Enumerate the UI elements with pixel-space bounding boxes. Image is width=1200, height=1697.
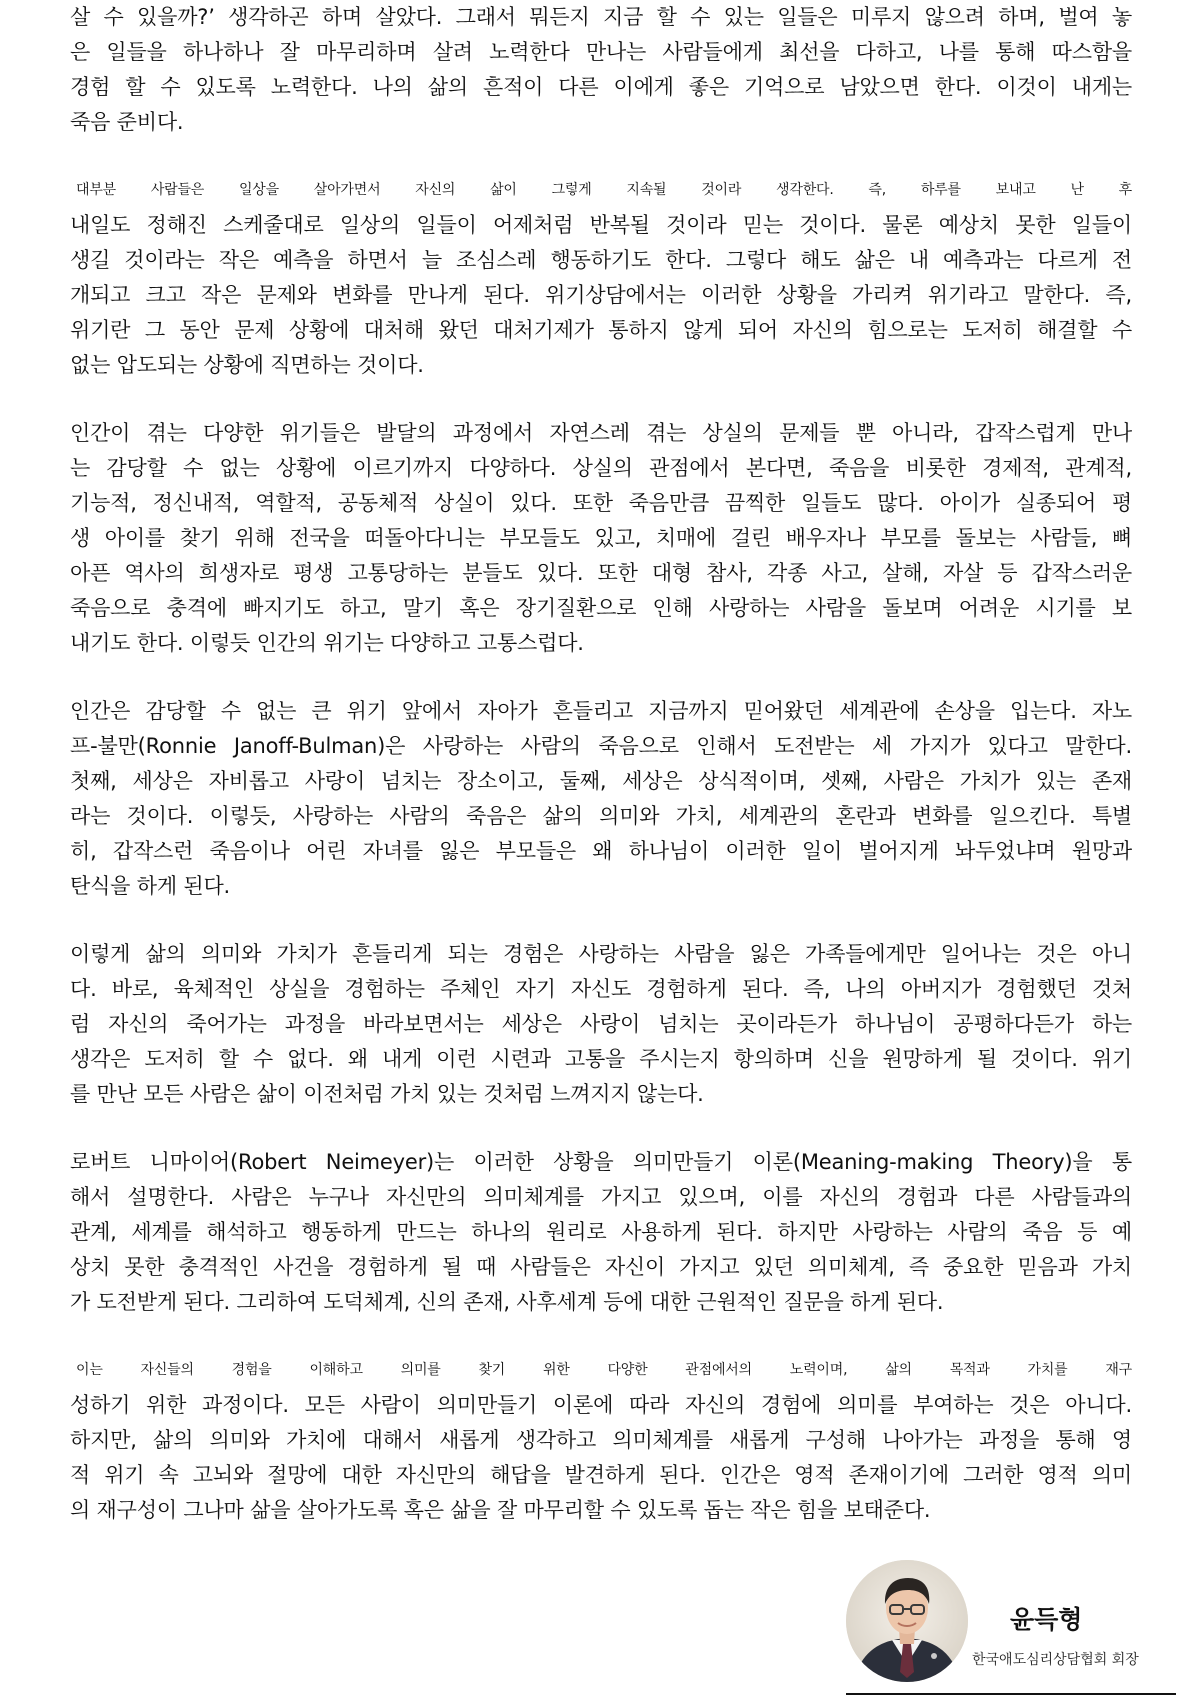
text-line: 생각은 도저히 할 수 없다. 왜 내게 이런 시련과 고통을 주시는지 항의하며 신을 원망하게 될 것이다. 위기 (70, 1047, 1132, 1071)
paragraph (70, 1145, 1132, 1320)
text-line: 럼 자신의 죽어가는 과정을 바라보면서는 세상은 사랑이 넘치는 곳이라든가 하나님이 공평하다든가 하는 (70, 1012, 1132, 1036)
text-line: 은 일들을 하나하나 잘 마무리하며 살려 노력한다 만나는 사람들에게 최선을 다하고, 나를 통해 따스함을 (70, 40, 1132, 64)
paragraph (70, 694, 1132, 904)
text-line: 히, 갑작스런 죽음이나 어린 자녀를 잃은 부모들은 왜 하나님이 이러한 일이 벌어지게 놔두었냐며 원망과 (70, 839, 1132, 863)
author-title: 한국애도심리상담협회 회장 (972, 1652, 1139, 1668)
text-line: 죽음 준비다. (70, 110, 184, 134)
text-line: 프-불만(Ronnie Janoff-Bulman)은 사랑하는 사람의 죽음으로 인해서 도전받는 세 가지가 있다고 말한다. (70, 734, 1132, 758)
text-line: 없는 압도되는 상황에 직면하는 것이다. (70, 353, 424, 377)
article-body (70, 0, 1132, 1561)
text-line: 로버트 니마이어(Robert Neimeyer)는 이러한 상황을 의미만들기 이론(Meaning-making Theory)을 통 (70, 1150, 1132, 1174)
text-line: 인간은 감당할 수 없는 큰 위기 앞에서 자아가 흔들리고 지금까지 믿어왔던 세계관에 손상을 입는다. 자노 (70, 699, 1132, 723)
text-line: 인간이 겪는 다양한 위기들은 발달의 과정에서 자연스레 겪는 상실의 문제들 뿐 아니라, 갑작스럽게 만나 (70, 421, 1132, 445)
text-line: 성하기 위한 과정이다. 모든 사람이 의미만들기 이론에 따라 자신의 경험에 의미를 부여하는 것은 아니다. (70, 1393, 1132, 1417)
text-line: 위기란 그 동안 문제 상황에 대처해 왔던 대처기제가 통하지 않게 되어 자신의 힘으로는 도저히 해결할 수 (70, 318, 1132, 342)
text-line: 이는 자신들의 경험을 이해하고 의미를 찾기 위한 다양한 관점에서의 노력이며, 삶의 목적과 가치를 재구 (76, 1362, 1132, 1378)
text-line: 가 도전받게 된다. 그리하여 도덕체계, 신의 존재, 사후세계 등에 대한 근원적인 질문을 하게 된다. (70, 1290, 944, 1314)
text-line: 내일도 정해진 스케줄대로 일상의 일들이 어제처럼 반복될 것이라 믿는 것이다. 물론 예상치 못한 일들이 (70, 213, 1132, 237)
paragraph (70, 0, 1132, 140)
divider-line (846, 1693, 1176, 1695)
paragraph (70, 1353, 1132, 1528)
author-name: 윤득형 (1010, 1605, 1083, 1634)
text-line: 탄식을 하게 된다. (70, 874, 231, 898)
text-line: 라는 것이다. 이렇듯, 사랑하는 사람의 죽음은 삶의 의미와 가치, 세계관의 혼란과 변화를 일으킨다. 특별 (70, 804, 1132, 828)
text-line: 관계, 세계를 해석하고 행동하게 만드는 하나의 원리로 사용하게 된다. 하지만 사랑하는 사람의 죽음 등 예 (70, 1220, 1132, 1244)
text-line: 해서 설명한다. 사람은 누구나 자신만의 의미체계를 가지고 있으며, 이를 자신의 경험과 다른 사람들과의 (70, 1185, 1132, 1209)
text-line: 경험 할 수 있도록 노력한다. 나의 삶의 흔적이 다른 이에게 좋은 기억으로 남았으면 한다. 이것이 내게는 (70, 75, 1132, 99)
text-line: 생 아이를 찾기 위해 전국을 떠돌아다니는 부모들도 있고, 치매에 걸린 배우자나 부모를 돌보는 사람들, 뼈 (70, 526, 1132, 550)
text-line: 는 감당할 수 없는 상황에 이르기까지 다양하다. 상실의 관점에서 본다면, 죽음을 비롯한 경제적, 관계적, (70, 456, 1132, 480)
text-line: 개되고 크고 작은 문제와 변화를 만나게 된다. 위기상담에서는 이러한 상황을 가리켜 위기라고 말한다. 즉, (70, 283, 1132, 307)
text-line: 대부분 사람들은 일상을 살아가면서 자신의 삶이 그렇게 지속될 것이라 생각한다. 즉, 하루를 보내고 난 후 (76, 182, 1132, 198)
text-line: 이렇게 삶의 의미와 가치가 흔들리게 되는 경험은 사랑하는 사람을 잃은 가족들에게만 일어나는 것은 아니 (70, 942, 1132, 966)
author-block (846, 1560, 1186, 1697)
text-line: 살 수 있을까?’ 생각하곤 하며 살았다. 그래서 뭐든지 지금 할 수 있는 일들은 미루지 않으려 하며, 벌여 놓 (70, 5, 1132, 29)
text-line: 적 위기 속 고뇌와 절망에 대한 자신만의 해답을 발견하게 된다. 인간은 영적 존재이기에 그러한 영적 의미 (70, 1463, 1132, 1487)
paragraph (70, 173, 1132, 383)
text-line: 기능적, 정신내적, 역할적, 공동체적 상실이 있다. 또한 죽음만큼 끔찍한 일들도 많다. 아이가 실종되어 평 (70, 491, 1132, 515)
text-line: 상치 못한 충격적인 사건을 경험하게 될 때 사람들은 자신이 가지고 있던 의미체계, 즉 중요한 믿음과 가치 (70, 1255, 1132, 1279)
paragraph (70, 937, 1132, 1112)
text-line: 첫째, 세상은 자비롭고 사랑이 넘치는 장소이고, 둘째, 세상은 상식적이며, 셋째, 사람은 가치가 있는 존재 (70, 769, 1132, 793)
author-portrait-image (846, 1560, 968, 1682)
text-line: 아픈 역사의 희생자로 평생 고통당하는 분들도 있다. 또한 대형 참사, 각종 사고, 살해, 자살 등 갑작스러운 (70, 561, 1132, 585)
author-photo (846, 1560, 968, 1682)
text-line: 내기도 한다. 이렇듯 인간의 위기는 다양하고 고통스럽다. (70, 631, 584, 655)
text-line: 죽음으로 충격에 빠지기도 하고, 말기 혹은 장기질환으로 인해 사랑하는 사람을 돌보며 어려운 시기를 보 (70, 596, 1132, 620)
text-line: 다. 바로, 육체적인 상실을 경험하는 주체인 자기 자신도 경험하게 된다. 즉, 나의 아버지가 경험했던 것처 (70, 977, 1133, 1001)
paragraph (70, 416, 1132, 661)
text-line: 의 재구성이 그나마 삶을 살아가도록 혹은 삶을 잘 마무리할 수 있도록 돕는 작은 힘을 보태준다. (70, 1498, 931, 1522)
text-line: 하지만, 삶의 의미와 가치에 대해서 새롭게 생각하고 의미체계를 새롭게 구성해 나아가는 과정을 통해 영 (70, 1428, 1132, 1452)
text-line: 생길 것이라는 작은 예측을 하면서 늘 조심스레 행동하기도 한다. 그렇다 해도 삶은 내 예측과는 다르게 전 (70, 248, 1132, 272)
text-line: 를 만난 모든 사람은 삶이 이전처럼 가치 있는 것처럼 느껴지지 않는다. (70, 1082, 704, 1106)
